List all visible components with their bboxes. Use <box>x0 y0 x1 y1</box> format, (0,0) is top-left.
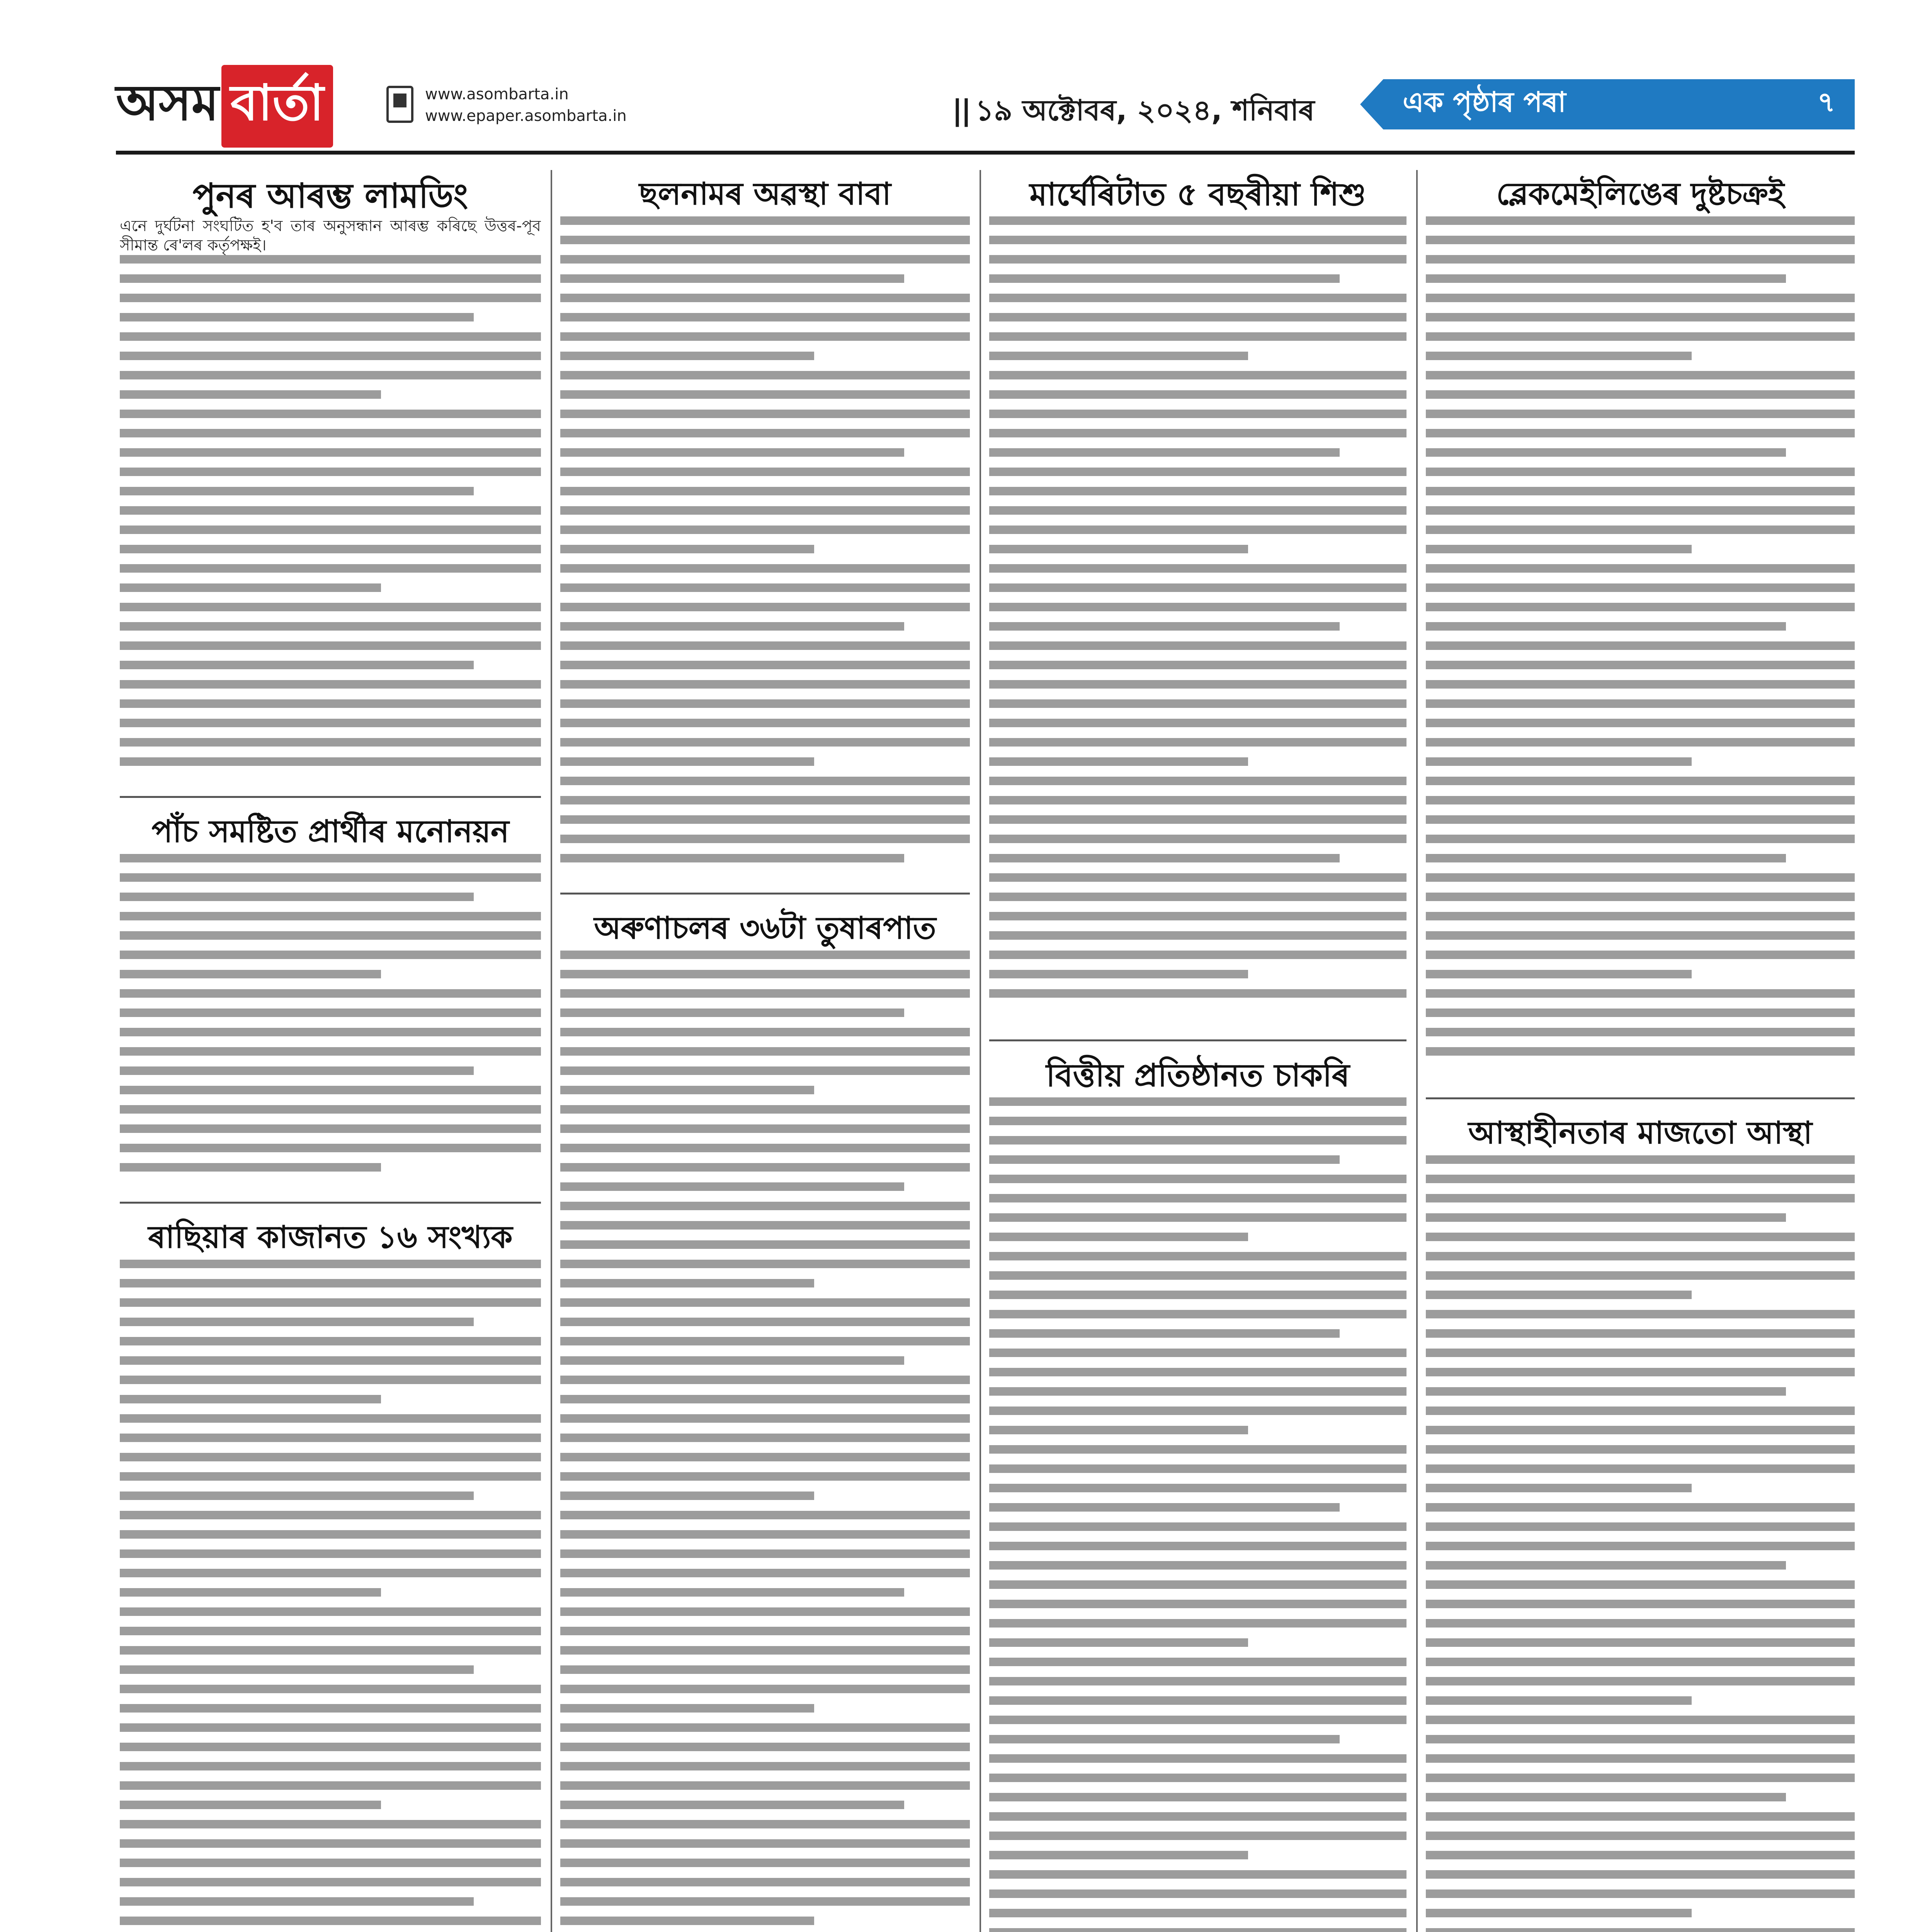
newspaper-logo[interactable] <box>116 73 333 139</box>
article-lumding <box>120 170 541 788</box>
article-arunachal <box>560 904 970 1932</box>
headline[interactable]: অৰুণাচলৰ ৩৬টা তুষাৰপাত <box>594 910 936 946</box>
article-fraud-baba <box>560 170 970 889</box>
headline[interactable]: পুনৰ আৰম্ভ লামডিং <box>192 175 468 216</box>
article-body <box>120 255 541 788</box>
epaper-url[interactable]: www.epaper.asombarta.in <box>425 107 627 125</box>
article-blackmail <box>1426 170 1855 1086</box>
article-body <box>120 1260 541 1932</box>
article-body <box>989 1097 1406 1932</box>
continuation-tag <box>1383 79 1855 129</box>
headline[interactable]: ব্লেকমেইলিঙেৰ দুষ্টচক্ৰই <box>1496 175 1784 212</box>
section-label: এক পৃষ্ঠাৰ পৰা <box>1403 86 1566 118</box>
article-finance-jobs <box>989 1051 1406 1932</box>
article-separator <box>120 796 541 798</box>
page-number: ৭ <box>1817 86 1835 118</box>
lead-paragraph: এনে দুৰ্ঘটনা সংঘটিত হ'ব তাৰ অনুসন্ধান আৰম্ভ কৰিছে উত্তৰ-পূব সীমান্ত ৰে'লৰ কৰ্তৃপক্ষই। <box>120 217 541 254</box>
article-body <box>120 854 541 1190</box>
article-separator <box>560 893 970 895</box>
article-nomination <box>120 808 541 1190</box>
mobile-icon <box>386 86 413 123</box>
headline[interactable]: ৰাছিয়াৰ কাজানত ১৬ সংখ্যক <box>148 1219 513 1255</box>
article-faith <box>1426 1109 1855 1932</box>
article-body <box>1426 216 1855 1086</box>
headline[interactable]: ছলনামৰ অৱস্থা বাবা <box>639 175 891 212</box>
article-kazan <box>120 1213 541 1932</box>
logo-text-b: বাৰ্তা <box>221 65 333 148</box>
column-divider <box>1416 170 1418 1932</box>
headline[interactable]: মাৰ্ঘেৰিটাত ৫ বছৰীয়া শিশু <box>1029 176 1366 213</box>
issue-date-line: || ১৯ অক্টোবৰ, ২০২৪, শনিবাৰ <box>952 94 1315 127</box>
website-url[interactable]: www.asombarta.in <box>425 85 569 103</box>
article-body <box>989 216 1406 1028</box>
article-body <box>560 216 970 889</box>
logo-text-a: অসম <box>116 74 219 132</box>
article-body <box>560 951 970 1932</box>
article-body <box>1426 1155 1855 1932</box>
website-links <box>425 83 627 127</box>
column-divider <box>980 170 981 1932</box>
headline[interactable]: বিত্তীয় প্ৰতিষ্ঠানত চাকৰি <box>1046 1057 1350 1094</box>
issue-date: ১৯ অক্টোবৰ, ২০২৪, শনিবাৰ <box>975 94 1315 127</box>
article-separator <box>120 1202 541 1204</box>
headline[interactable]: পাঁচ সমষ্টিত প্ৰাৰ্থীৰ মনোনয়ন <box>151 813 509 849</box>
masthead <box>116 70 1855 155</box>
article-margherita <box>989 170 1406 1028</box>
article-separator <box>989 1039 1406 1041</box>
column-divider <box>551 170 552 1932</box>
article-separator <box>1426 1097 1855 1099</box>
headline[interactable]: আস্থাহীনতাৰ মাজতো আস্থা <box>1468 1114 1813 1151</box>
